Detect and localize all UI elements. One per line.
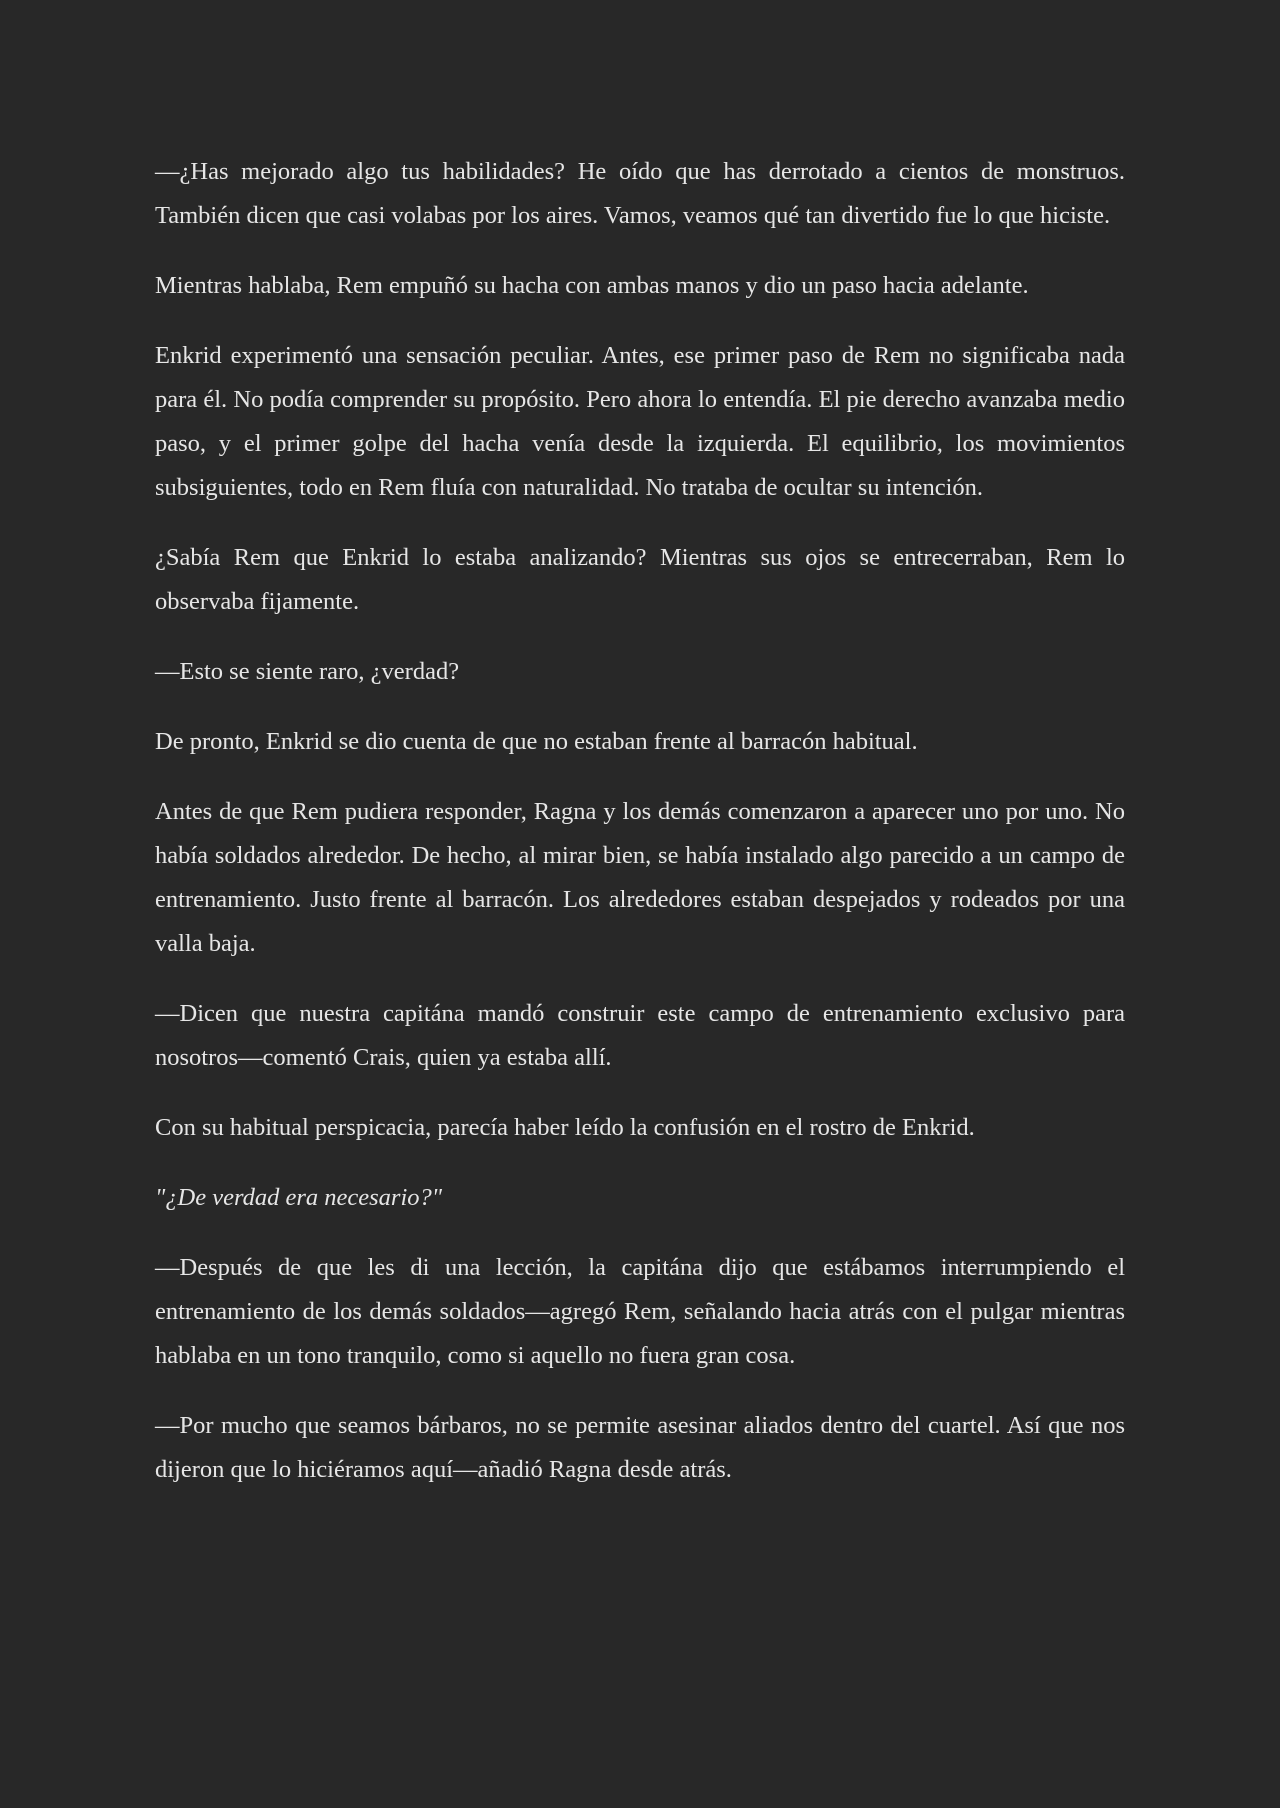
paragraph: —Dicen que nuestra capitána mandó construir este campo de entrenamiento exclusivo para nosotros—comentó Crais, quien ya estaba allí. xyxy=(155,1000,1125,1071)
paragraph: Antes de que Rem pudiera responder, Ragna y los demás comenzaron a aparecer uno por uno. No había soldados alrededor. De hecho, al mirar bien, se había instalado algo parecido a un campo de entrenamiento. Justo frente al barracón. Los alrededores estaban despejados y rodeados por una valla baja. xyxy=(155,798,1125,957)
paragraph: —Por mucho que seamos bárbaros, no se permite asesinar aliados dentro del cuartel. Así que nos dijeron que lo hiciéramos aquí—añadió Ragna desde atrás. xyxy=(155,1412,1125,1483)
paragraph: —Después de que les di una lección, la capitána dijo que estábamos interrumpiendo el entrenamiento de los demás soldados—agregó Rem, señalando hacia atrás con el pulgar mientras hablaba en un tono tranquilo, como si aquello no fuera gran cosa. xyxy=(155,1254,1125,1369)
paragraph: Con su habitual perspicacia, parecía haber leído la confusión en el rostro de Enkrid. xyxy=(155,1114,975,1141)
chapter-text xyxy=(155,150,1125,1518)
paragraph: Enkrid experimentó una sensación peculiar. Antes, ese primer paso de Rem no significaba nada para él. No podía comprender su propósito. Pero ahora lo entendía. El pie derecho avanzaba medio paso, y el primer golpe del hacha venía desde la izquierda. El equilibrio, los movimientos subsiguientes, todo en Rem fluía con naturalidad. No trataba de ocultar su intención. xyxy=(155,342,1125,501)
paragraph: —Esto se siente raro, ¿verdad? xyxy=(155,658,460,685)
paragraph: Mientras hablaba, Rem empuñó su hacha con ambas manos y dio un paso hacia adelante. xyxy=(155,272,1029,299)
paragraph: ¿Sabía Rem que Enkrid lo estaba analizando? Mientras sus ojos se entrecerraban, Rem lo observaba fijamente. xyxy=(155,544,1125,615)
italic-thought-paragraph: "¿De verdad era necesario?" xyxy=(155,1184,443,1211)
paragraph: —¿Has mejorado algo tus habilidades? He oído que has derrotado a cientos de monstruos. También dicen que casi volabas por los aires. Vamos, veamos qué tan divertido fue lo que hiciste. xyxy=(155,158,1125,229)
paragraph: De pronto, Enkrid se dio cuenta de que no estaban frente al barracón habitual. xyxy=(155,728,918,755)
